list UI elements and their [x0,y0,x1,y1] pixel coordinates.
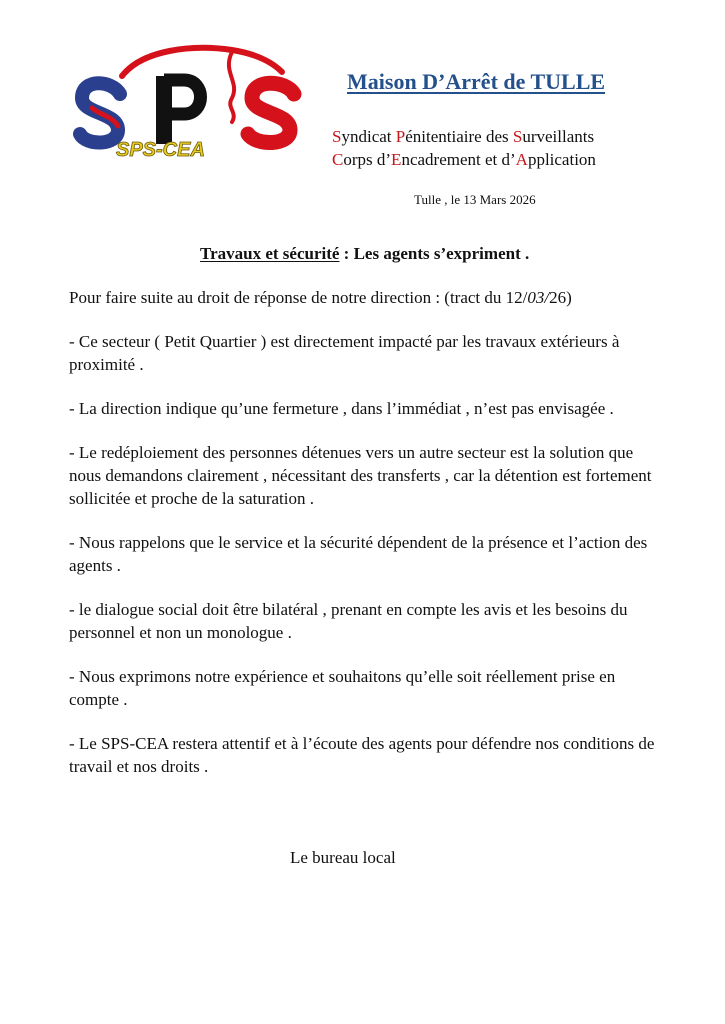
document-date: Tulle , le 13 Mars 2026 [414,192,536,207]
body-paragraph: - Le redéploiement des personnes détenues vers un autre secteur est la solution que nous demandons clairement , nécessitant des transferts , car la détention est fortement sollicitée et proche de la saturation . [69,443,652,508]
org-word: ncadrement et d’ [401,150,516,169]
logo-subtitle: SPS-CEA [116,139,205,161]
body-paragraph: - La direction indique qu’une fermeture , dans l’immédiat , n’est pas envisagée . [69,399,614,418]
headline [200,244,529,264]
org-word: urveillants [522,127,595,146]
body-paragraph: - Le SPS-CEA restera attentif et à l’écoute des agents pour défendre nos conditions de travail et nos droits . [69,734,655,776]
org-name-line-1 [332,127,594,147]
intro-prefix: Pour faire suite au droit de réponse de notre direction : (tract du 12/ [69,288,528,307]
intro-italic: 03/ [527,288,550,307]
org-name-line-2 [332,150,596,170]
org-initial: A [515,150,528,169]
org-initial: S [512,127,523,146]
sps-cea-logo [72,42,312,168]
signature: Le bureau local [290,848,396,867]
org-initial: C [332,150,344,169]
org-initial: E [391,150,402,169]
org-word: énitentiaire des [405,127,513,146]
body-paragraph: - le dialogue social doit être bilatéral , prenant en compte les avis et les besoins du personnel et non un monologue . [69,600,628,642]
body-paragraph: - Nous rappelons que le service et la sécurité dépendent de la présence et l’action des agents . [69,533,648,575]
intro-paragraph [69,286,669,309]
headline-underlined: Travaux et sécurité [200,244,340,263]
body-paragraph: - Ce secteur ( Petit Quartier ) est directement impacté par les travaux extérieurs à proximité . [69,332,620,374]
letter-body [69,286,669,799]
org-initial: P [395,127,406,146]
org-word: orps d’ [343,150,392,169]
org-word: yndicat [341,127,396,146]
intro-suffix: 26) [549,288,572,307]
org-word: pplication [527,150,596,169]
page-title: Maison D’Arrêt de TULLE [347,69,606,94]
headline-rest: : Les agents s’expriment . [339,244,530,263]
body-paragraph: - Nous exprimons notre expérience et souhaitons qu’elle soit réellement prise en compte . [69,667,616,709]
org-initial: S [332,127,342,146]
